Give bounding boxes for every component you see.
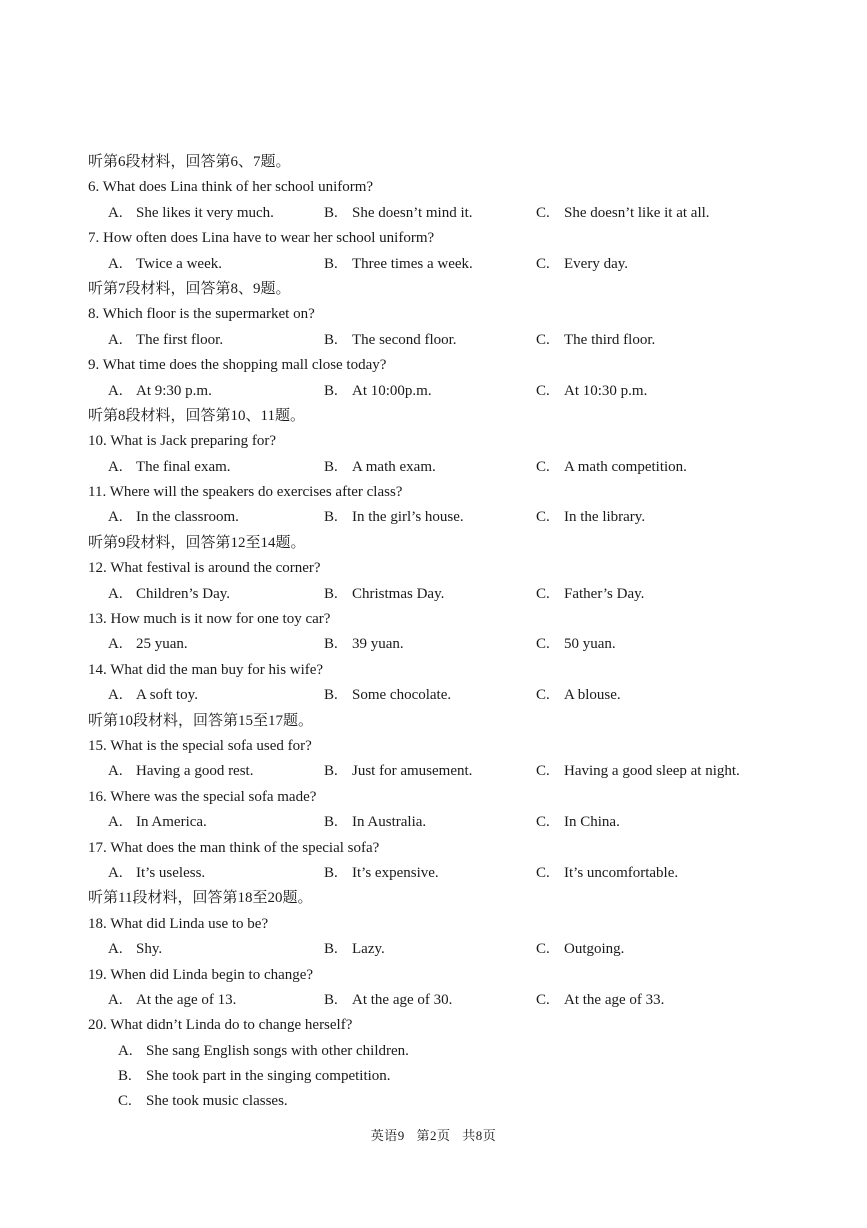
option-text: It’s uncomfortable. [564,864,679,881]
option-text: The final exam. [136,458,231,475]
answer-option [88,1089,788,1114]
question-number: 8. [88,306,100,323]
option-letter: A. [108,687,123,704]
option-text: She doesn’t mind it. [352,204,473,221]
option-text: In the classroom. [136,509,239,526]
question-text: Which floor is the supermarket on? [102,306,315,323]
option-letter: C. [536,585,550,602]
answer-options-row [88,455,788,480]
option-letter: A. [108,864,123,881]
option-text: The second floor. [352,331,457,348]
option-text: Father’s Day. [564,585,645,602]
option-letter: B. [324,763,338,780]
option-letter: C. [536,636,550,653]
question-stem [88,353,788,378]
question-number: 13. [88,611,107,628]
option-letter: B. [324,864,338,881]
question-stem [88,1013,788,1038]
answer-option [536,683,621,708]
answer-options-row [88,252,788,277]
option-letter: B. [324,382,338,399]
answer-option [536,759,740,784]
question-text: How often does Lina have to wear her school uniform? [103,230,435,247]
question-number: 7. [88,230,100,247]
answer-option [536,988,664,1013]
option-letter: B. [324,331,338,348]
option-text: Twice a week. [136,255,222,272]
option-text: Christmas Day. [352,585,445,602]
answer-option [536,937,624,962]
question-number: 17. [88,839,107,856]
option-letter: A. [108,255,123,272]
section-heading: 听第6段材料，回答第6、7题。 [88,154,291,170]
question-stem [88,607,788,632]
answer-options-row [88,861,788,886]
answer-option [108,759,253,784]
option-letter: A. [108,814,123,831]
option-text: In China. [564,814,620,831]
option-text: At the age of 30. [352,991,453,1008]
answer-option [108,683,198,708]
question-number: 10. [88,433,107,450]
answer-option [108,810,207,835]
question-text: What is Jack preparing for? [110,433,276,450]
option-text: At 10:30 p.m. [564,382,648,399]
question-text: What didn’t Linda do to change herself? [110,1017,353,1034]
option-letter: C. [536,687,550,704]
answer-option [108,582,230,607]
option-text: Lazy. [352,941,385,958]
option-text: Having a good sleep at night. [564,763,740,780]
option-letter: C. [536,382,550,399]
option-letter: B. [324,255,338,272]
option-text: In the girl’s house. [352,509,464,526]
answer-option [536,252,628,277]
option-text: A soft toy. [136,687,198,704]
option-text: At 9:30 p.m. [136,382,212,399]
question-stem [88,302,788,327]
answer-options-row [88,937,788,962]
question-number: 12. [88,560,107,577]
answer-options-row [88,379,788,404]
option-text: A math competition. [564,458,687,475]
question-stem [88,658,788,683]
question-stem [88,836,788,861]
option-letter: C. [536,941,550,958]
answer-options-row [88,683,788,708]
option-text: 50 yuan. [564,636,616,653]
question-number: 6. [88,179,100,196]
answer-option [108,252,222,277]
section-heading: 听第10段材料，回答第15至17题。 [88,712,314,729]
option-letter: B. [118,1068,132,1085]
answer-option [108,988,236,1013]
option-text: Shy. [136,941,163,958]
option-letter: B. [324,585,338,602]
question-text: What did the man buy for his wife? [110,661,324,678]
option-letter: B. [324,814,338,831]
question-text: What does Lina think of her school uniform? [102,179,374,196]
option-text: A blouse. [564,687,621,704]
option-text: Outgoing. [564,941,625,958]
option-letter: C. [536,509,550,526]
answer-option [88,1039,788,1064]
option-letter: B. [324,458,338,475]
option-text: The third floor. [564,331,656,348]
question-text: When did Linda begin to change? [110,966,314,983]
option-text: Three times a week. [352,255,473,272]
option-text: Every day. [564,255,628,272]
option-text: She doesn’t like it at all. [564,204,710,221]
option-text: At 10:00p.m. [352,382,432,399]
option-text: A math exam. [352,458,436,475]
option-letter: B. [324,636,338,653]
footer-subject: 英语9 [370,1128,405,1143]
answer-option [108,861,205,886]
option-letter: A. [108,458,123,475]
option-letter: B. [324,204,338,221]
question-stem [88,226,788,251]
answer-option [108,328,223,353]
answer-option [324,505,464,530]
section-heading: 听第11段材料，回答第18至20题。 [88,890,313,907]
option-letter: A. [108,991,123,1008]
question-number: 14. [88,661,107,678]
option-text: It’s useless. [136,864,206,881]
answer-option [324,201,473,226]
footer-total-pages: 共8页 [462,1128,497,1143]
question-text: Where was the special sofa made? [110,788,317,805]
question-number: 9. [88,357,100,374]
option-letter: C. [536,255,550,272]
option-letter: C. [536,763,550,780]
option-text: In Australia. [352,814,427,831]
question-text: What is the special sofa used for? [110,737,312,754]
option-letter: A. [118,1042,133,1059]
option-text: It’s expensive. [352,864,439,881]
answer-option [324,632,404,657]
option-letter: A. [108,331,123,348]
answer-option [108,632,188,657]
option-letter: A. [108,509,123,526]
question-stem [88,785,788,810]
answer-option [536,582,644,607]
option-text: Just for amusement. [352,763,473,780]
question-list [88,150,788,1115]
answer-option [536,328,655,353]
page-footer [0,1125,867,1144]
option-text: Some chocolate. [352,687,452,704]
option-letter: B. [324,941,338,958]
option-letter: A. [108,382,123,399]
answer-option [324,810,426,835]
option-letter: A. [108,763,123,780]
option-text: She took music classes. [146,1093,288,1110]
answer-option [324,379,432,404]
option-text: She took part in the singing competition. [146,1068,391,1085]
question-stem [88,912,788,937]
answer-options-row [88,582,788,607]
answer-option [536,505,645,530]
question-stem [88,963,788,988]
answer-option [536,810,620,835]
question-text: Where will the speakers do exercises after class? [109,484,403,501]
option-text: 39 yuan. [352,636,404,653]
answer-option [108,505,239,530]
question-stem [88,175,788,200]
option-letter: C. [536,991,550,1008]
option-letter: C. [536,814,550,831]
answer-option [536,861,678,886]
option-letter: B. [324,991,338,1008]
option-text: In America. [136,814,207,831]
answer-option [324,252,473,277]
answer-option [536,201,710,226]
question-number: 18. [88,915,107,932]
answer-option [324,455,436,480]
section-heading: 听第9段材料，回答第12至14题。 [88,534,306,551]
answer-option [324,988,452,1013]
question-text: What did Linda use to be? [110,915,269,932]
answer-option [324,582,444,607]
answer-option [108,201,274,226]
question-stem [88,734,788,759]
answer-options-row [88,810,788,835]
answer-option [324,683,451,708]
answer-option [88,1064,788,1089]
option-text: At the age of 13. [136,991,237,1008]
answer-option [536,632,616,657]
option-letter: A. [108,941,123,958]
option-letter: B. [324,509,338,526]
answer-option [324,861,439,886]
option-text: In the library. [564,509,646,526]
section-heading: 听第7段材料，回答第8、9题。 [88,280,291,297]
option-letter: C. [536,458,550,475]
answer-option [536,379,647,404]
footer-page-number: 第2页 [416,1128,451,1143]
question-number: 20. [88,1017,107,1034]
option-text: The first floor. [136,331,224,348]
answer-option [324,937,385,962]
answer-option [536,455,687,480]
answer-option [108,379,212,404]
question-text: How much is it now for one toy car? [110,611,331,628]
option-letter: A. [108,585,123,602]
question-stem [88,556,788,581]
answer-options-row [88,201,788,226]
option-text: 25 yuan. [136,636,188,653]
answer-options-row [88,505,788,530]
question-number: 16. [88,788,107,805]
option-text: She likes it very much. [136,204,274,221]
option-text: Having a good rest. [136,763,254,780]
answer-option [108,455,231,480]
answer-options-row [88,759,788,784]
answer-options-row [88,632,788,657]
option-text: At the age of 33. [564,991,665,1008]
question-stem [88,480,788,505]
question-text: What does the man think of the special sofa? [110,839,380,856]
section-heading: 听第8段材料，回答第10、11题。 [88,407,305,424]
option-letter: C. [118,1093,132,1110]
answer-options-row [88,988,788,1013]
option-letter: A. [108,636,123,653]
option-letter: A. [108,204,123,221]
question-number: 19. [88,966,107,983]
answer-option [324,328,457,353]
answer-option [324,759,472,784]
option-letter: B. [324,687,338,704]
question-text: What time does the shopping mall close today? [102,357,387,374]
answer-options-row [88,328,788,353]
question-number: 11. [88,484,107,501]
question-number: 15. [88,737,107,754]
option-letter: C. [536,331,550,348]
option-letter: C. [536,864,550,881]
option-text: Children’s Day. [136,585,231,602]
question-stem [88,429,788,454]
question-text: What festival is around the corner? [110,560,321,577]
option-text: She sang English songs with other children. [146,1042,409,1059]
answer-option [108,937,162,962]
option-letter: C. [536,204,550,221]
